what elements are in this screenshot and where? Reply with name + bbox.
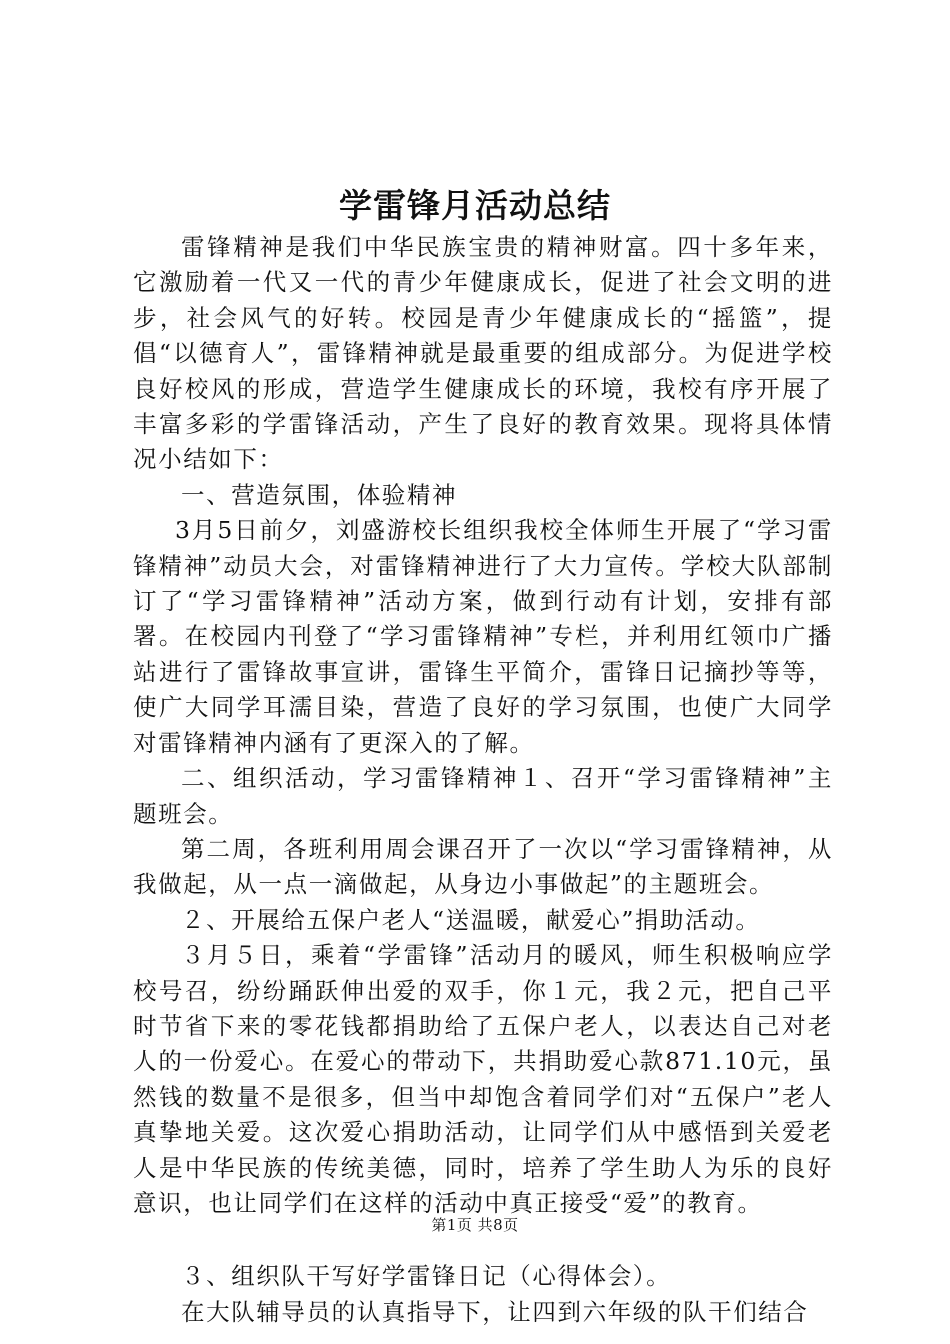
page-indicator: 第1页 共8页 — [431, 1216, 519, 1234]
section-heading-2: 二、组织活动，学习雷锋精神１、召开“学习雷锋精神”主题班会。 — [133, 764, 833, 828]
paragraph-class-meeting: 第二周，各班利用周会课召开了一次以“学习雷锋精神，从我做起，从一点一滴做起，从身边小事做起”的主题班会。 — [133, 834, 833, 899]
paragraph-diary: 在大队辅导员的认真指导下，让四到六年级的队干们结合 — [181, 1297, 809, 1326]
document-title: 学雷锋月活动总结 — [339, 186, 611, 225]
paragraph-section-1: 3月5日前夕，刘盛游校长组织我校全体师生开展了“学习雷锋精神”动员大会，对雷锋精神进行了大力宣传。学校大队部制订了“学习雷锋精神”活动方案，做到行动有计划，安排有部署。在校园内刊登了“学习雷锋精神”专栏，并利用红领巾广播站进行了雷锋故事宣讲，雷锋生平简介，雷锋日记摘抄等等，使广大同学耳濡目染，营造了良好的学习氛围，也使广大同学对雷锋精神内涵有了更深入的了解。 — [133, 516, 833, 757]
paragraph-donation: ３月５日，乘着“学雷锋”活动月的暖风，师生积极响应学校号召，纷纷踊跃伸出爱的双手，你１元，我２元，把自己平时节省下来的零花钱都捐助给了五保户老人，以表达自己对老人的一份爱心。在爱心的带动下，共捐助爱心款871.10元，虽然钱的数量不是很多，但当中却饱含着同学们对“五保户”老人真挚地关爱。这次爱心捐助活动，让同学们从中感悟到关爱老人是中华民族的传统美德，同时，培养了学生助人为乐的良好意识，也让同学们在这样的活动中真正接受“爱”的教育。 — [133, 941, 833, 1217]
document-body — [133, 230, 833, 1330]
paragraph-intro: 雷锋精神是我们中华民族宝贵的精神财富。四十多年来，它激励着一代又一代的青少年健康成长，促进了社会文明的进步，社会风气的好转。校园是青少年健康成长的“摇篮”，提倡“以德育人”，雷锋精神就是最重要的组成部分。为促进学校良好校风的形成，营造学生健康成长的环境，我校有序开展了丰富多彩的学雷锋活动，产生了良好的教育效果。现将具体情况小结如下： — [133, 233, 833, 474]
subheading-donation: ２、开展给五保户老人“送温暖，献爱心”捐助活动。 — [181, 905, 761, 934]
subheading-diary: ３、组织队干写好学雷锋日记（心得体会）。 — [181, 1262, 672, 1291]
section-heading-1: 一、营造氛围，体验精神 — [181, 480, 458, 509]
